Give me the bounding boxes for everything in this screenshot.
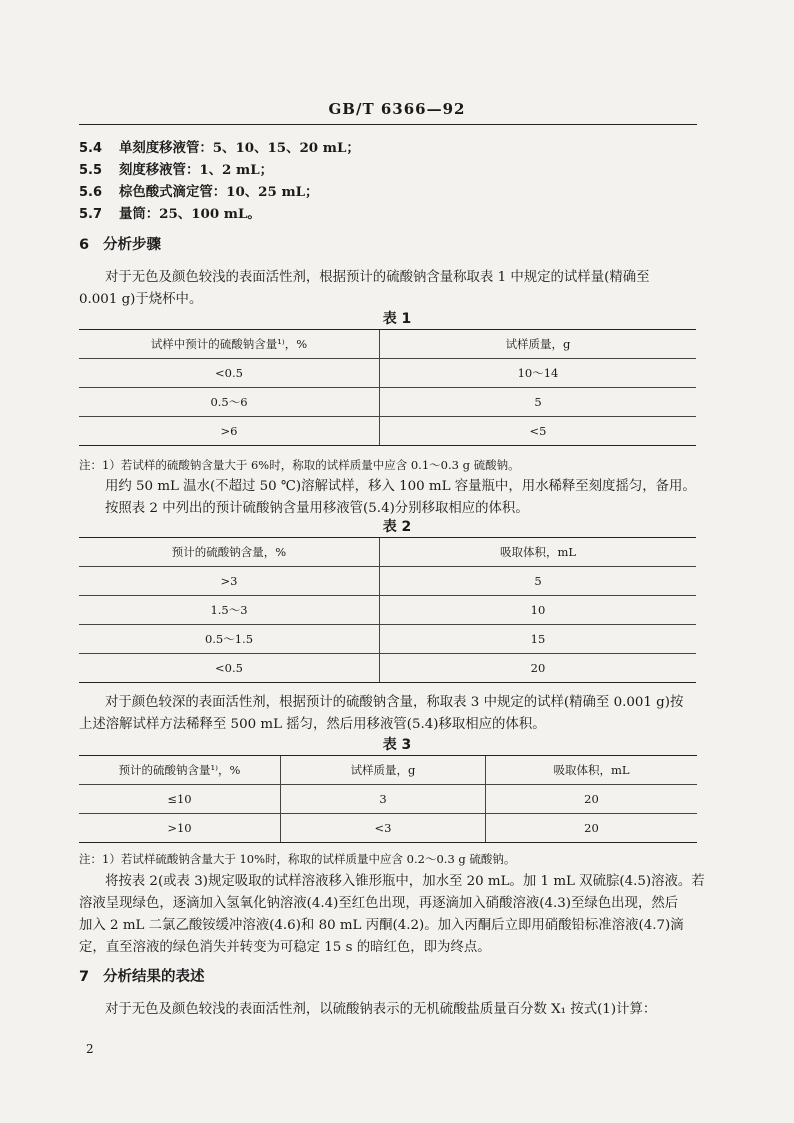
- table-cell: <0.5: [79, 359, 380, 388]
- table-header-cell: 预计的硫酸钠含量¹⁾，%: [79, 756, 281, 785]
- table-row: [79, 417, 696, 446]
- table-row: [79, 654, 696, 683]
- item-number: 5.5: [79, 163, 103, 178]
- table-cell: >10: [79, 814, 281, 843]
- table-header-cell: 吸取体积，mL: [486, 756, 698, 785]
- item-number: 5.6: [79, 185, 103, 200]
- table-cell: 5: [380, 388, 697, 417]
- section-title: 分析结果的表述: [103, 969, 205, 985]
- header-rule: [79, 124, 697, 125]
- table-cell: >3: [79, 567, 380, 596]
- section-title: 分析步骤: [103, 237, 161, 253]
- table-cell: 3: [281, 785, 486, 814]
- table-header-cell: 试样中预计的硫酸钠含量¹⁾，%: [79, 330, 380, 359]
- item-5-4: [79, 137, 360, 156]
- table1-caption: 表 1: [382, 311, 412, 327]
- item-text: 量筒：25、100 mL。: [119, 206, 261, 222]
- para1-line1: 对于无色及颜色较浅的表面活性剂，根据预计的硫酸钠含量称取表 1 中规定的试样量(精确至: [105, 270, 650, 285]
- table-cell: 0.5～1.5: [79, 625, 380, 654]
- table3: [79, 755, 697, 843]
- table-cell: 10: [380, 596, 697, 625]
- table-header-cell: 吸取体积，mL: [380, 538, 697, 567]
- table-cell: 1.5～3: [79, 596, 380, 625]
- section-number: 6: [79, 237, 90, 253]
- table1-note: 注：1）若试样的硫酸钠含量大于 6%时，称取的试样质量中应含 0.1～0.3 g 硫酸钠。: [79, 458, 520, 472]
- table-cell: >6: [79, 417, 380, 446]
- table-header-row: [79, 538, 696, 567]
- table2-caption: 表 2: [382, 519, 412, 535]
- table-cell: <3: [281, 814, 486, 843]
- para4-line2: 上述溶解试样方法稀释至 500 mL 摇匀，然后用移液管(5.4)移取相应的体积。: [79, 717, 546, 732]
- para5-line4: 定，直至溶液的绿色消失并转变为可稳定 15 s 的暗红色，即为终点。: [79, 940, 491, 955]
- table-cell: 0.5～6: [79, 388, 380, 417]
- para1-line2: 0.001 g)于烧杯中。: [79, 292, 203, 307]
- table-cell: <0.5: [79, 654, 380, 683]
- table-row: [79, 814, 697, 843]
- item-number: 5.7: [79, 207, 103, 222]
- para6: 对于无色及颜色较浅的表面活性剂，以硫酸钠表示的无机硫酸盐质量百分数 X₁ 按式(1)计算：: [105, 1002, 657, 1017]
- table-header-row: [79, 330, 696, 359]
- item-text: 刻度移液管：1、2 mL；: [119, 162, 274, 178]
- page-number: 2: [86, 1042, 94, 1056]
- item-5-7: [79, 203, 261, 222]
- table-cell: <5: [380, 417, 697, 446]
- para3: 按照表 2 中列出的预计硫酸钠含量用移液管(5.4)分别移取相应的体积。: [105, 501, 529, 516]
- table3-caption: 表 3: [382, 737, 412, 753]
- table-header-cell: 试样质量，g: [281, 756, 486, 785]
- table-header-cell: 预计的硫酸钠含量，%: [79, 538, 380, 567]
- table1: [79, 329, 696, 446]
- table-row: [79, 359, 696, 388]
- table-header-cell: 试样质量，g: [380, 330, 697, 359]
- table-row: [79, 388, 696, 417]
- para4-line1: 对于颜色较深的表面活性剂，根据预计的硫酸钠含量，称取表 3 中规定的试样(精确至 0.001 g)按: [105, 695, 684, 710]
- table-row: [79, 596, 696, 625]
- section-7-heading: [79, 965, 205, 986]
- item-5-5: [79, 159, 273, 178]
- para2: 用约 50 mL 温水(不超过 50 ℃)溶解试样，移入 100 mL 容量瓶中，用水稀释至刻度摇匀，备用。: [105, 479, 696, 494]
- table-cell: 20: [380, 654, 697, 683]
- table2: [79, 537, 696, 683]
- table-cell: 15: [380, 625, 697, 654]
- para5-line1: 将按表 2(或表 3)规定吸取的试样溶液移入锥形瓶中，加水至 20 mL。加 1 mL 双硫腙(4.5)溶液。若: [105, 874, 705, 889]
- section-number: 7: [79, 969, 90, 985]
- section-6-heading: [79, 233, 161, 254]
- table-row: [79, 785, 697, 814]
- table-cell: 20: [486, 785, 698, 814]
- table-row: [79, 625, 696, 654]
- item-number: 5.4: [79, 141, 103, 156]
- table-header-row: [79, 756, 697, 785]
- table3-note: 注：1）若试样硫酸钠含量大于 10%时，称取的试样质量中应含 0.2～0.3 g 硫酸钠。: [79, 852, 516, 866]
- para5-line2: 溶液呈现绿色，逐滴加入氢氧化钠溶液(4.4)至红色出现，再逐滴加入硝酸溶液(4.3)至绿色出现，然后: [79, 896, 679, 911]
- table-cell: 20: [486, 814, 698, 843]
- item-5-6: [79, 181, 318, 200]
- table-cell: 10～14: [380, 359, 697, 388]
- table-cell: 5: [380, 567, 697, 596]
- para5-line3: 加入 2 mL 二氯乙酸铵缓冲溶液(4.6)和 80 mL 丙酮(4.2)。加入丙酮后立即用硝酸铅标准溶液(4.7)滴: [79, 918, 684, 933]
- item-text: 单刻度移液管：5、10、15、20 mL；: [119, 140, 360, 156]
- page-header: GB/T 6366—92: [328, 100, 466, 118]
- table-cell: ≤10: [79, 785, 281, 814]
- item-text: 棕色酸式滴定管：10、25 mL；: [119, 184, 319, 200]
- table-row: [79, 567, 696, 596]
